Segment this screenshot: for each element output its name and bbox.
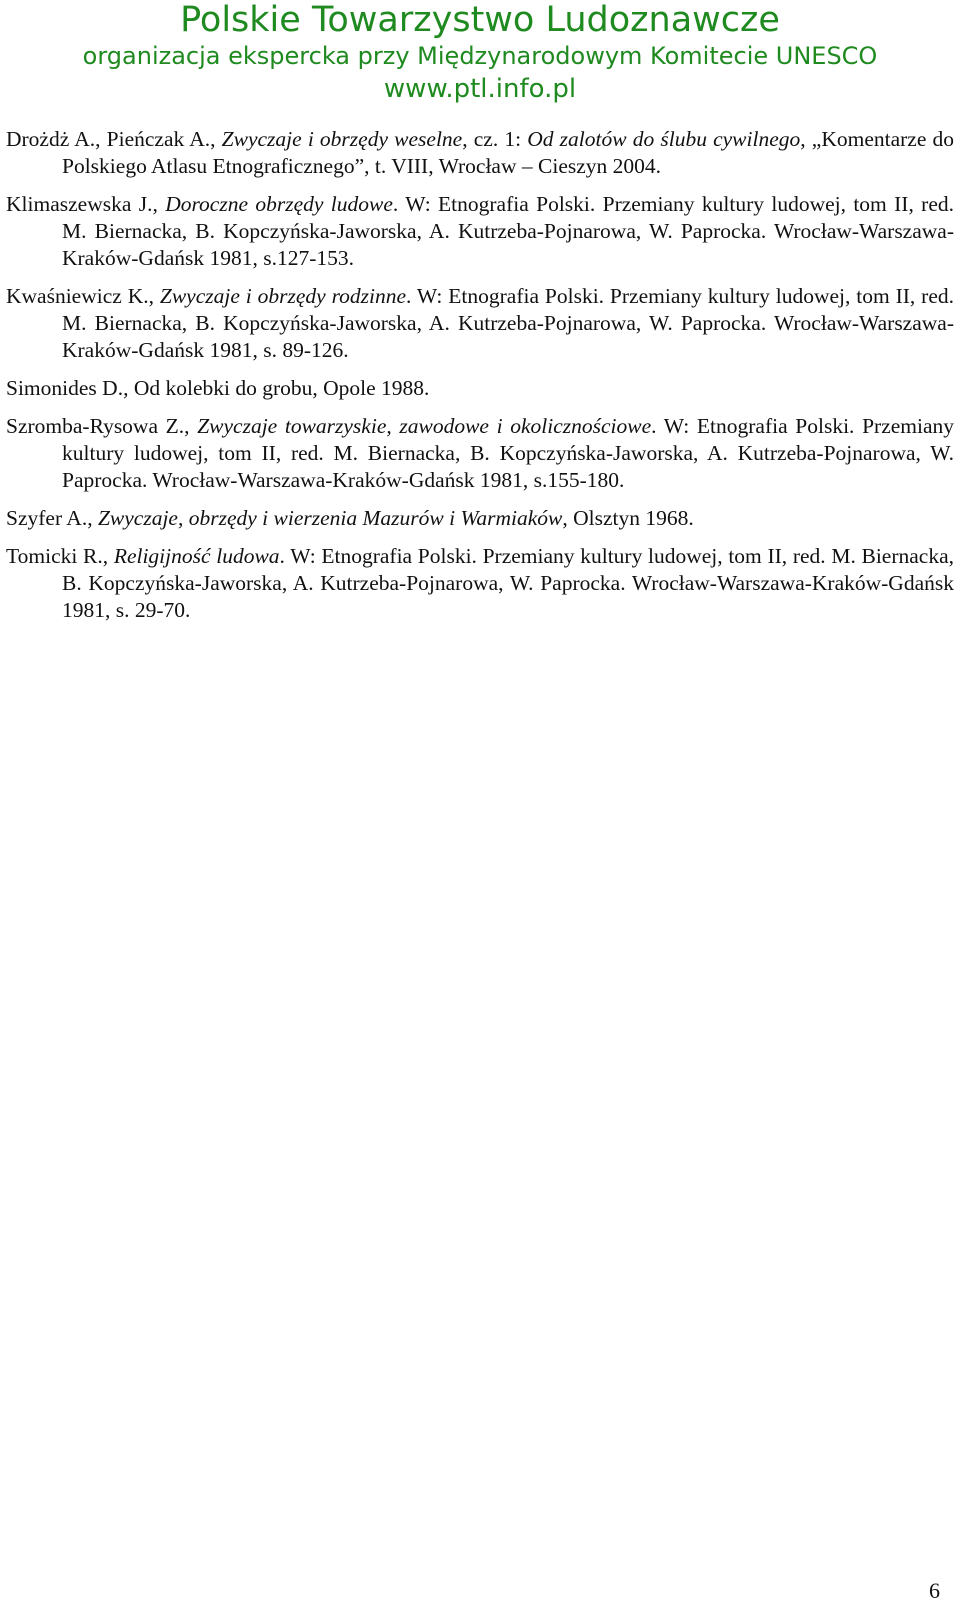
reference-details: W: Etnografia Polski. Przemiany kultury ludowej, tom II, red. M. Biernacka, B. Kopczyńska-Jaworska, A. Kutrzeba-Pojnarowa, W. Paprocka. Wrocław-Warszawa-Kraków-Gdańsk 1981, s. 89-126. bbox=[62, 284, 955, 362]
reference-mid: , bbox=[562, 506, 568, 530]
reference-title: Religijność ludowa bbox=[113, 544, 280, 568]
reference-title: Zwyczaje i obrzędy rodzinne bbox=[159, 284, 407, 308]
reference-mid: . bbox=[392, 192, 399, 216]
organization-title: Polskie Towarzystwo Ludoznawcze bbox=[180, 0, 780, 40]
reference-author: Szyfer A., bbox=[6, 506, 93, 530]
reference-item bbox=[6, 191, 954, 272]
reference-item bbox=[6, 505, 954, 532]
reference-item bbox=[6, 413, 954, 494]
page-number: 6 bbox=[929, 1578, 940, 1603]
reference-mid: . bbox=[279, 544, 285, 568]
reference-details: W: Etnografia Polski. Przemiany kultury ludowej, tom II, red. M. Biernacka, B. Kopczyńska-Jaworska, A. Kutrzeba-Pojnarowa, W. Paprocka. Wrocław-Warszawa-Kraków-Gdańsk 1981, s.155-180. bbox=[62, 414, 955, 492]
page-header bbox=[0, 0, 960, 106]
reference-mid: . bbox=[406, 284, 412, 308]
reference-author: Klimaszewska J., bbox=[6, 192, 158, 216]
reference-title-2: Od zalotów do ślubu cywilnego bbox=[527, 127, 801, 151]
reference-title: Zwyczaje, obrzędy i wierzenia Mazurów i Warmiaków bbox=[97, 506, 563, 530]
website-link[interactable]: www.ptl.info.pl bbox=[383, 74, 577, 104]
reference-details: W: Etnografia Polski. Przemiany kultury ludowej, tom II, red. M. Biernacka, B. Kopczyńska-Jaworska, A. Kutrzeba-Pojnarowa, W. Paprocka. Wrocław-Warszawa-Kraków-Gdańsk 1981, s. 29-70. bbox=[62, 544, 955, 622]
reference-author: Simonides D., Od kolebki do grobu, Opole 1988. bbox=[6, 376, 430, 400]
reference-details: W: Etnografia Polski. Przemiany kultury ludowej, tom II, red. M. Biernacka, B. Kopczyńska-Jaworska, A. Kutrzeba-Pojnarowa, W. Paprocka. Wrocław-Warszawa-Kraków-Gdańsk 1981, s.127-153. bbox=[62, 192, 954, 270]
reference-item bbox=[6, 543, 954, 624]
reference-author: Drożdż A., Pieńczak A., bbox=[6, 127, 216, 151]
reference-author: Tomicki R., bbox=[6, 544, 109, 568]
reference-mid: . bbox=[651, 414, 657, 438]
reference-title: Zwyczaje towarzyskie, zawodowe i okolicznościowe bbox=[197, 414, 652, 438]
reference-mid: , cz. 1: bbox=[462, 127, 522, 151]
reference-title: Doroczne obrzędy ludowe bbox=[165, 192, 393, 216]
reference-title: Zwyczaje i obrzędy weselne bbox=[221, 127, 463, 151]
reference-details: , „Komentarze do Polskiego Atlasu Etnograficznego”, t. VIII, Wrocław – Cieszyn 2004. bbox=[62, 127, 955, 178]
reference-item bbox=[6, 126, 954, 180]
reference-item bbox=[6, 375, 954, 402]
reference-author: Szromba-Rysowa Z., bbox=[6, 414, 190, 438]
bibliography-list bbox=[6, 126, 954, 635]
organization-subtitle: organizacja ekspercka przy Międzynarodowym Komitecie UNESCO bbox=[82, 42, 878, 70]
reference-item bbox=[6, 283, 954, 364]
reference-author: Kwaśniewicz K., bbox=[6, 284, 154, 308]
reference-details: Olsztyn 1968. bbox=[573, 506, 694, 530]
